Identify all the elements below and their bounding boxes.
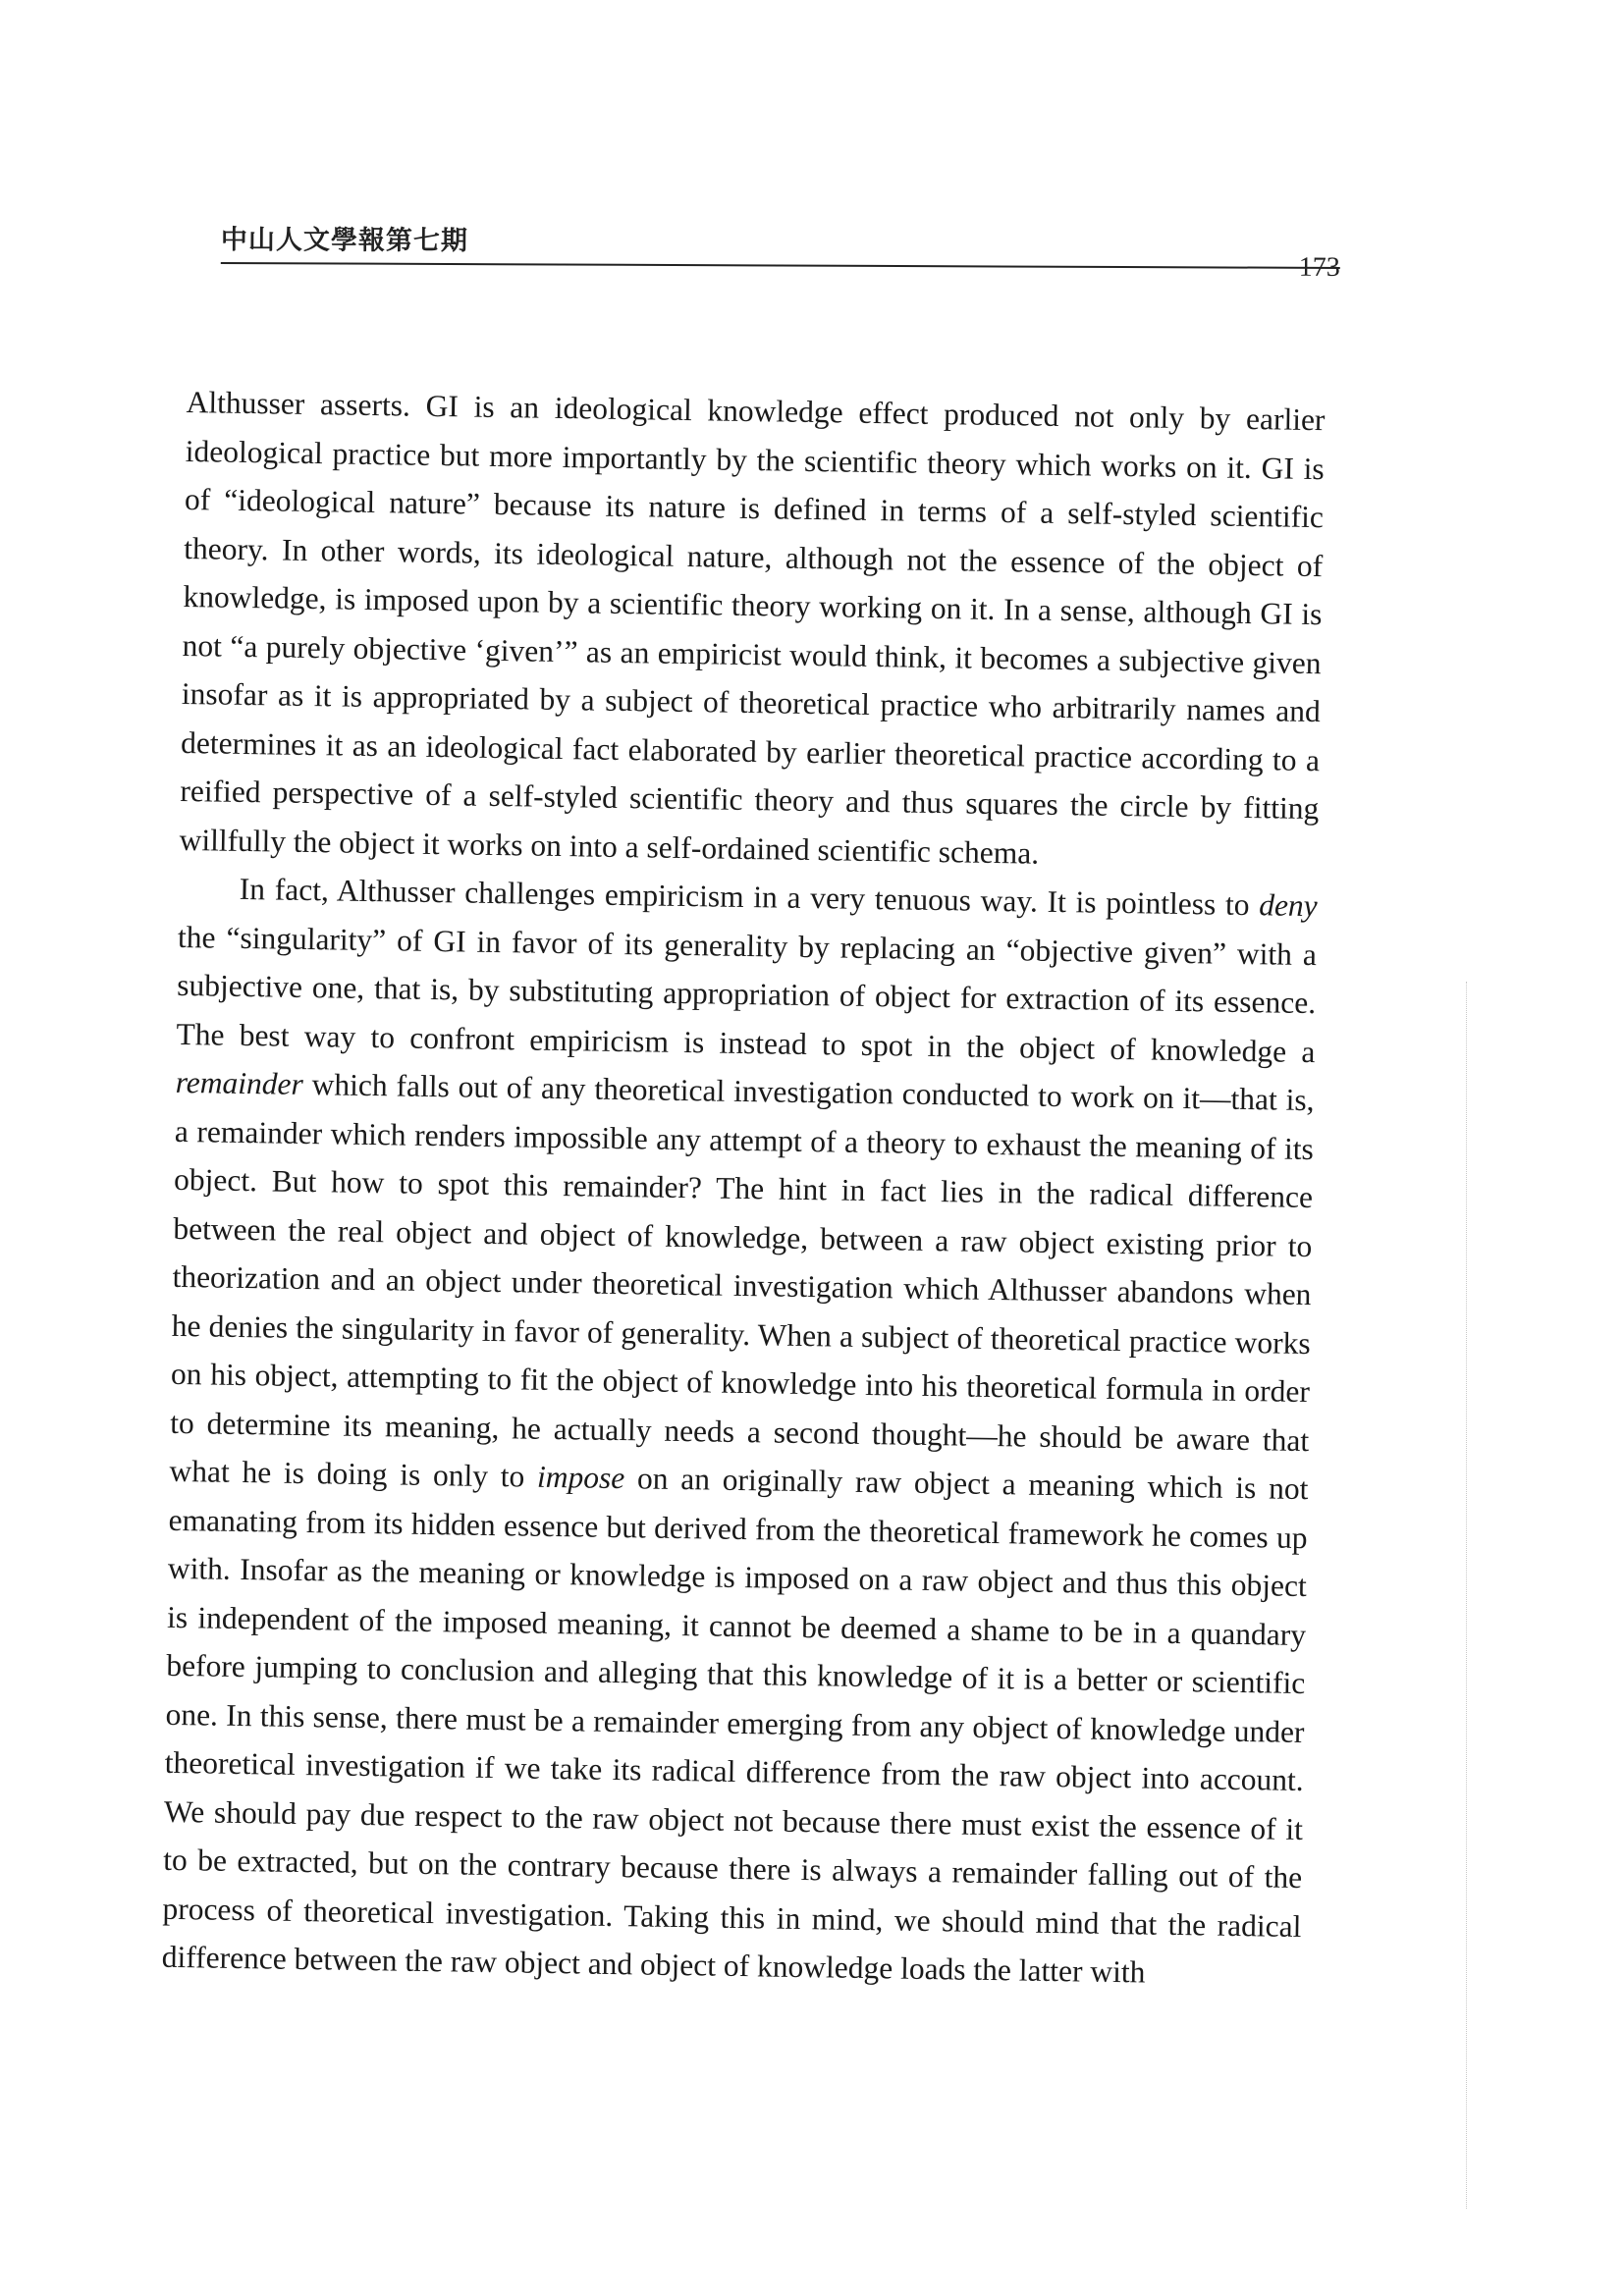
- italic-emphasis: remainder: [175, 1064, 304, 1101]
- running-header: [220, 218, 1340, 283]
- header-rule: [221, 262, 1340, 269]
- journal-title: 中山人文學報第七期: [220, 224, 468, 257]
- page-edge-shadow: [1466, 982, 1467, 2209]
- italic-emphasis: deny: [1258, 887, 1318, 924]
- italic-emphasis: impose: [536, 1459, 625, 1496]
- paragraph-2: [161, 864, 1318, 2000]
- paragraph-1: [179, 378, 1326, 881]
- text-run: Althusser asserts. GI is an ideological knowledge effect produced not only by earlier ideological practice but more importantly by the scientific theory which works on it. GI is of “ideological nature” because its nature is defined in terms of a self-styled scientific theory. In other words, its ideological nature, although not the essence of the object of knowledge, is imposed upon by a scientific theory working on it. In a sense, although GI is not “a purely objective ‘given’” as an empiricist would think, it becomes a subjective given insofar as it is appropriated by a subject of theoretical practice who arbitrarily names and determines it as an ideological fact elaborated by earlier theoretical practice according to a reified perspective of a self-styled scientific theory and thus squares the circle by fitting willfully the object it works on into a self-ordained scientific schema.: [179, 384, 1326, 871]
- text-run: In fact, Althusser challenges empiricism in a very tenuous way. It is pointless to: [239, 871, 1260, 923]
- page-number: 173: [1298, 251, 1340, 283]
- text-run: the “singularity” of GI in favor of its generality by replacing an “objective given” with a subjective one, that is, by substituting appropriation of object for extraction of its essence. The best way to confront empiricism is instead to spot in the object of knowledge a: [176, 919, 1318, 1069]
- text-run: which falls out of any theoretical investigation conducted to work on it—that is, a remainder which renders impossible any attempt of a theory to exhaust the meaning of its object. But how to spot this remainder? The hint in fact lies in the radical difference between the real object and object of knowledge, between a raw object existing prior to theorization and an object under theoretical investigation which Althusser abandons when he denies the singularity in favor of generality. When a subject of theoretical practice works on his object, attempting to fit the object of knowledge into his theoretical formula in order to determine its meaning, he actually needs a second thought—he should be aware that what he is doing is only to: [169, 1066, 1315, 1494]
- body-text: [161, 378, 1326, 2000]
- text-run: on an originally raw object a meaning which is not emanating from its hidden essence but derived from the theoretical framework he comes up with. Insofar as the meaning or knowledge is imposed on a raw object and thus this object is independent of the imposed meaning, it cannot be deemed a shame to be in a quandary before jumping to conclusion and alleging that this knowledge of it is a better or scientific one. In this sense, there must be a remainder emerging from any object of knowledge under theoretical investigation if we take its radical difference from the raw object into account. We should pay due respect to the raw object not because there must exist the essence of it to be extracted, but on the contrary because there is always a remainder falling out of the process of theoretical investigation. Taking this in mind, we should mind that the radical difference between the raw object and object of knowledge loads the latter with: [161, 1461, 1309, 1990]
